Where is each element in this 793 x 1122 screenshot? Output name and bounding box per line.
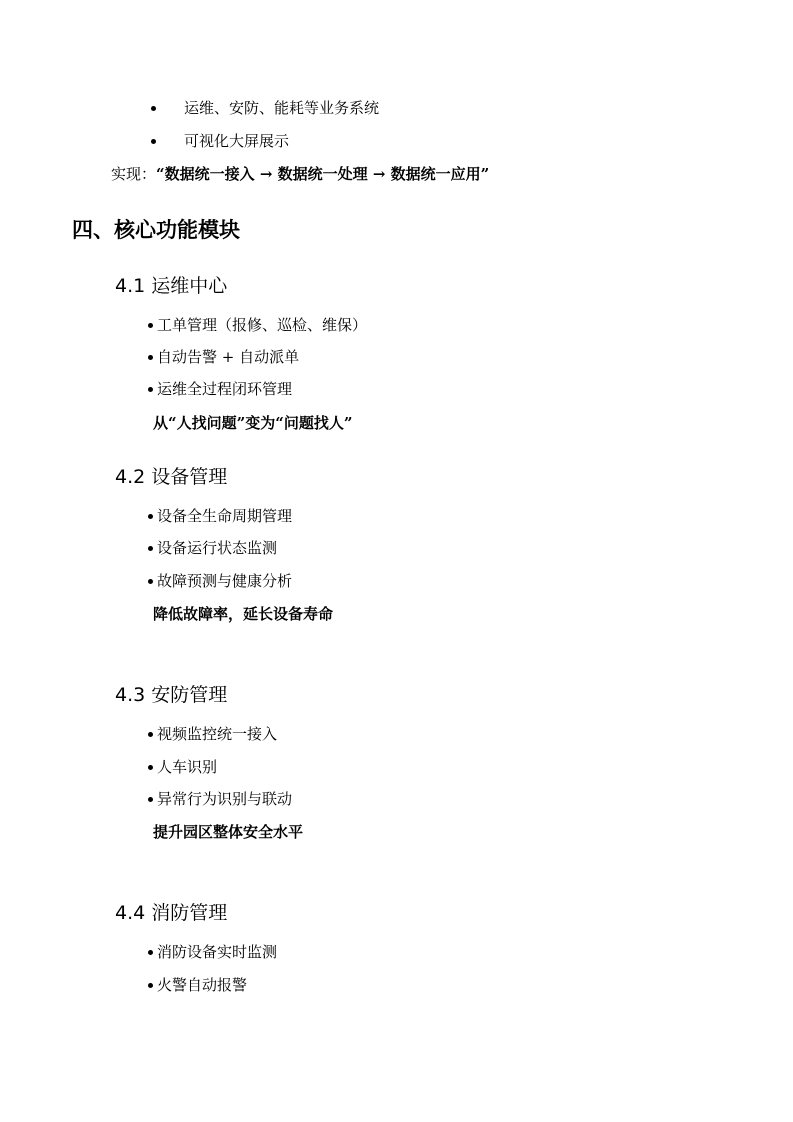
list-item-text: 设备运行状态监测 [157, 539, 278, 557]
list-item [148, 942, 277, 962]
bullet-dot [148, 387, 153, 392]
list-item [148, 315, 367, 335]
bullet-dot [148, 732, 153, 737]
list-item [148, 789, 292, 809]
section-title: 四、核心功能模块 [72, 218, 240, 242]
bullet-dot [148, 323, 153, 328]
intro-bullet-text: 可视化大屏展示 [184, 132, 290, 150]
subsection-summary: 从“人找问题”变为“问题找人” [153, 414, 353, 432]
list-item-text: 消防设备实时监测 [157, 943, 278, 961]
bullet-dot [148, 579, 153, 584]
subsection-summary: 提升园区整体安全水平 [153, 823, 304, 841]
bullet-dot [148, 546, 153, 551]
list-item-text: 工单管理（报修、巡检、维保） [157, 316, 368, 334]
subsection-title: 4.4 消防管理 [115, 902, 228, 924]
realize-line [111, 164, 489, 184]
list-item-text: 视频监控统一接入 [157, 725, 278, 743]
list-item-text: 火警自动报警 [157, 976, 248, 994]
subsection-summary: 降低故障率，延长设备寿命 [153, 605, 334, 623]
list-item-text: 人车识别 [157, 758, 218, 776]
bullet-dot [148, 983, 153, 988]
list-item [148, 379, 292, 399]
realize-text: “数据统一接入 → 数据统一处理 → 数据统一应用” [156, 165, 490, 183]
list-item-text: 异常行为识别与联动 [157, 790, 293, 808]
list-item [148, 571, 292, 591]
list-item [148, 975, 247, 995]
bullet-dot [148, 765, 153, 770]
subsection-title: 4.1 运维中心 [115, 275, 228, 297]
bullet-dot [148, 355, 153, 360]
list-item [148, 506, 292, 526]
list-item [148, 757, 217, 777]
realize-label: 实现： [111, 165, 157, 183]
bullet-dot [148, 797, 153, 802]
subsection-title: 4.2 设备管理 [115, 466, 228, 488]
bullet-dot [151, 106, 156, 111]
bullet-dot [148, 950, 153, 955]
list-item-text: 运维全过程闭环管理 [157, 380, 293, 398]
list-item-text: 故障预测与健康分析 [157, 572, 293, 590]
list-item-text: 自动告警 + 自动派单 [157, 348, 300, 366]
list-item-text: 设备全生命周期管理 [157, 507, 293, 525]
subsection-title: 4.3 安防管理 [115, 684, 228, 706]
bullet-dot [148, 514, 153, 519]
list-item [148, 538, 277, 558]
intro-bullet-text: 运维、安防、能耗等业务系统 [184, 99, 380, 117]
list-item [148, 724, 277, 744]
bullet-dot [151, 139, 156, 144]
list-item [148, 347, 299, 367]
